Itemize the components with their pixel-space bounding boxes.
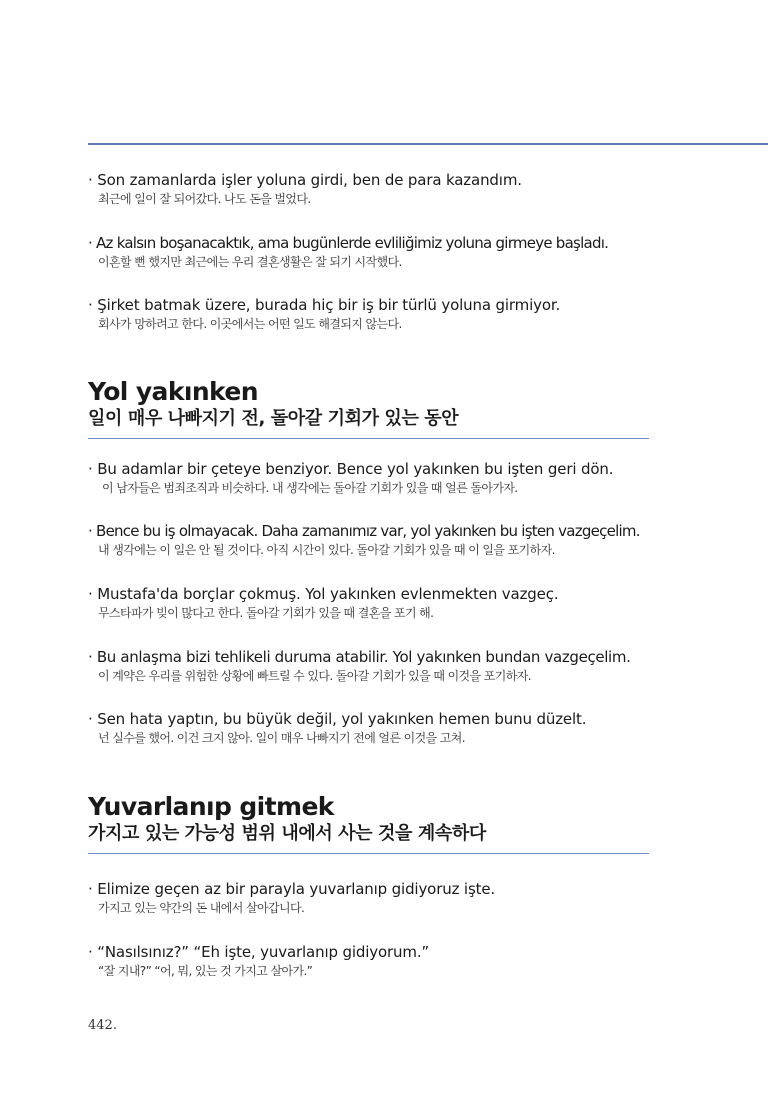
example-1-3 [88, 296, 668, 332]
example-korean: 최근에 일이 잘 되어갔다. 나도 돈을 벌었다. [98, 192, 311, 206]
example-turkish: · Elimize geçen az bir parayla yuvarlanıp gidiyoruz işte. [88, 880, 496, 898]
example-2-3 [88, 585, 668, 621]
example-turkish: · “Nasılsınız?” “Eh işte, yuvarlanıp gidiyorum.” [88, 943, 430, 961]
example-korean: 내 생각에는 이 일은 안 될 것이다. 아직 시간이 있다. 돌아갈 기회가 있을 때 이 일을 포기하자. [98, 543, 555, 557]
section-subtitle: 일이 매우 나빠지기 전, 돌아갈 기회가 있는 동안 [88, 408, 459, 429]
example-1-1 [88, 171, 668, 207]
example-turkish: · Bence bu iş olmayacak. Daha zamanımız var, yol yakınken bu işten vazgeçelim. [88, 522, 640, 540]
example-2-1 [88, 460, 668, 496]
example-turkish: · Son zamanlarda işler yoluna girdi, ben de para kazandım. [88, 171, 522, 189]
example-turkish: · Şirket batmak üzere, burada hiç bir iş bir türlü yoluna girmiyor. [88, 296, 561, 314]
example-2-5 [88, 710, 668, 746]
page-number: 442. [88, 1018, 117, 1033]
example-2-4 [88, 648, 668, 684]
example-turkish: · Bu anlaşma bizi tehlikeli duruma atabilir. Yol yakınken bundan vazgeçelim. [88, 648, 631, 666]
example-korean: 이혼할 뻔 했지만 최근에는 우리 결혼생활은 잘 되기 시작했다. [98, 255, 402, 269]
section-divider [88, 853, 649, 854]
section-divider [88, 438, 649, 439]
example-1-2 [88, 234, 668, 270]
example-turkish: · Mustafa'da borçlar çokmuş. Yol yakınken evlenmekten vazgeç. [88, 585, 559, 603]
example-3-1 [88, 880, 668, 916]
section-title: Yuvarlanıp gitmek [88, 792, 334, 821]
example-korean: 이 남자들은 범죄조직과 비슷하다. 내 생각에는 돌아갈 기회가 있을 때 얼른 돌아가자. [102, 481, 518, 495]
top-divider [88, 143, 768, 145]
example-turkish: · Bu adamlar bir çeteye benziyor. Bence yol yakınken bu işten geri dön. [88, 460, 614, 478]
example-3-2 [88, 943, 668, 979]
example-turkish: · Sen hata yaptın, bu büyük değil, yol yakınken hemen bunu düzelt. [88, 710, 587, 728]
example-korean: 넌 실수를 했어. 이건 크지 않아. 일이 매우 나빠지기 전에 얼른 이것을 고쳐. [98, 731, 465, 745]
section-heading-yuvarlanip-gitmek [88, 792, 650, 854]
example-korean: 무스타파가 빚이 많다고 한다. 돌아갈 기회가 있을 때 결혼을 포기 해. [98, 606, 434, 620]
example-korean: 회사가 망하려고 한다. 이곳에서는 어떤 일도 해결되지 않는다. [98, 317, 402, 331]
section-subtitle: 가지고 있는 가능성 범위 내에서 사는 것을 계속하다 [88, 823, 486, 844]
example-korean: 가지고 있는 약간의 돈 내에서 살아갑니다. [98, 901, 305, 915]
example-2-2 [88, 522, 668, 558]
example-korean: “잘 지내?” “어, 뭐, 있는 것 가지고 살아가.” [98, 964, 313, 978]
section-title: Yol yakınken [88, 377, 258, 406]
example-turkish: · Az kalsın boşanacaktık, ama bugünlerde evliliğimiz yoluna girmeye başladı. [88, 234, 609, 252]
example-korean: 이 계약은 우리를 위험한 상황에 빠트릴 수 있다. 돌아갈 기회가 있을 때 이것을 포기하자. [98, 669, 531, 683]
section-heading-yol-yakinken [88, 377, 650, 439]
